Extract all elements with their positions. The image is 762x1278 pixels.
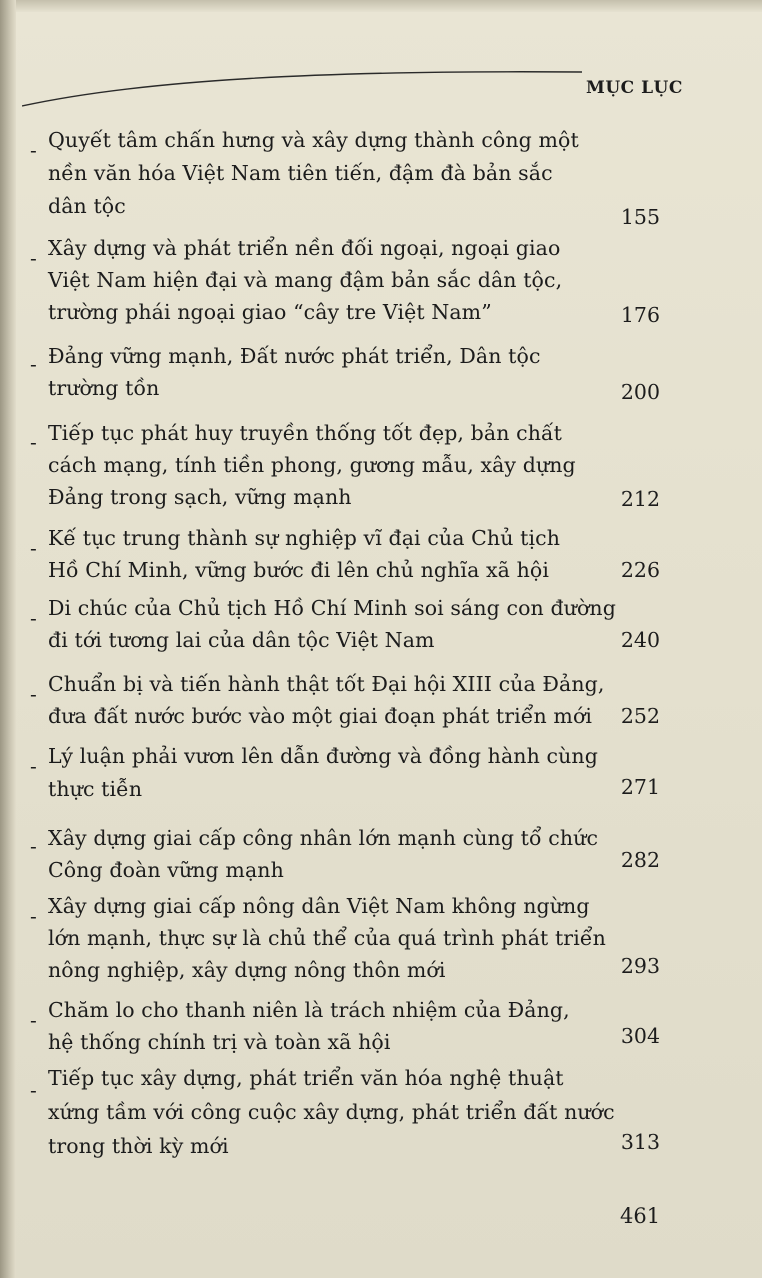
page-folio: 461 bbox=[620, 1204, 661, 1228]
toc-entry-text: Di chúc của Chủ tịch Hồ Chí Minh soi sáng con đường bbox=[48, 596, 616, 620]
bullet-dash: - bbox=[30, 682, 37, 706]
toc-entry-text: Xây dựng và phát triển nền đối ngoại, ngoại giao bbox=[48, 236, 561, 260]
bullet-dash: - bbox=[30, 606, 37, 630]
page-gutter-shadow bbox=[0, 0, 16, 1278]
page-top-edge bbox=[0, 0, 762, 12]
toc-entry-text: Tiếp tục phát huy truyền thống tốt đẹp, bản chất bbox=[48, 421, 562, 445]
toc-page-number: 240 bbox=[620, 628, 660, 652]
toc-entry-text: Việt Nam hiện đại và mang đậm bản sắc dân tộc, bbox=[48, 268, 563, 292]
toc-entry-text: nền văn hóa Việt Nam tiên tiến, đậm đà bản sắc bbox=[48, 161, 553, 185]
toc-entry-text: Chuẩn bị và tiến hành thật tốt Đại hội XIII của Đảng, bbox=[48, 672, 605, 696]
toc-page-number: 226 bbox=[620, 558, 660, 582]
toc-page-number: 212 bbox=[620, 487, 660, 511]
toc-page-number: 271 bbox=[620, 775, 660, 799]
toc-entry-text: Hồ Chí Minh, vững bước đi lên chủ nghĩa xã hội bbox=[48, 558, 550, 582]
bullet-dash: - bbox=[30, 430, 37, 454]
toc-entry-text: Tiếp tục xây dựng, phát triển văn hóa nghệ thuật bbox=[48, 1066, 564, 1090]
toc-page-number: 313 bbox=[620, 1130, 660, 1154]
toc-entry-text: đi tới tương lai của dân tộc Việt Nam bbox=[48, 628, 435, 652]
toc-entry-text: trường phái ngoại giao “cây tre Việt Nam” bbox=[48, 300, 492, 324]
toc-entry-text: trong thời kỳ mới bbox=[48, 1134, 229, 1158]
toc-entry-text: thực tiễn bbox=[48, 777, 143, 801]
toc-entry-text: Xây dựng giai cấp công nhân lớn mạnh cùng tổ chức bbox=[48, 826, 599, 850]
bullet-dash: - bbox=[30, 536, 37, 560]
toc-entry-text: Đảng vững mạnh, Đất nước phát triển, Dân tộc bbox=[48, 344, 541, 368]
bullet-dash: - bbox=[30, 1008, 37, 1032]
toc-entry-text: xứng tầm với công cuộc xây dựng, phát triển đất nước bbox=[48, 1100, 615, 1124]
toc-page-number: 304 bbox=[620, 1024, 660, 1048]
toc-entry-text: trường tồn bbox=[48, 376, 160, 400]
toc-entry-text: lớn mạnh, thực sự là chủ thể của quá trình phát triển bbox=[48, 926, 606, 950]
bullet-dash: - bbox=[30, 246, 37, 270]
toc-entry-text: Xây dựng giai cấp nông dân Việt Nam không ngừng bbox=[48, 894, 590, 918]
bullet-dash: - bbox=[30, 138, 37, 162]
toc-entry-text: cách mạng, tính tiền phong, gương mẫu, xây dựng bbox=[48, 453, 576, 477]
bullet-dash: - bbox=[30, 904, 37, 928]
toc-entry-text: Chăm lo cho thanh niên là trách nhiệm của Đảng, bbox=[48, 998, 570, 1022]
toc-entry-text: Lý luận phải vươn lên dẫn đường và đồng hành cùng bbox=[48, 744, 598, 768]
bullet-dash: - bbox=[30, 352, 37, 376]
toc-page-number: 200 bbox=[620, 380, 660, 404]
bullet-dash: - bbox=[30, 834, 37, 858]
header-rule bbox=[22, 68, 582, 108]
toc-page-number: 293 bbox=[620, 954, 660, 978]
toc-entry-text: Công đoàn vững mạnh bbox=[48, 858, 284, 882]
toc-entry-text: dân tộc bbox=[48, 194, 126, 218]
toc-page-number: 252 bbox=[620, 704, 660, 728]
toc-entry-text: Quyết tâm chấn hưng và xây dựng thành công một bbox=[48, 128, 579, 152]
toc-entry-text: Đảng trong sạch, vững mạnh bbox=[48, 485, 352, 509]
running-head: MỤC LỤC bbox=[586, 78, 683, 98]
bullet-dash: - bbox=[30, 1078, 37, 1102]
toc-page-number: 282 bbox=[620, 848, 660, 872]
bullet-dash: - bbox=[30, 754, 37, 778]
toc-page-number: 176 bbox=[620, 303, 660, 327]
toc-entry-text: Kế tục trung thành sự nghiệp vĩ đại của Chủ tịch bbox=[48, 526, 561, 550]
toc-entry-text: hệ thống chính trị và toàn xã hội bbox=[48, 1030, 391, 1054]
toc-page-number: 155 bbox=[620, 205, 660, 229]
toc-entry-text: đưa đất nước bước vào một giai đoạn phát triển mới bbox=[48, 704, 593, 728]
toc-entry-text: nông nghiệp, xây dựng nông thôn mới bbox=[48, 958, 446, 982]
